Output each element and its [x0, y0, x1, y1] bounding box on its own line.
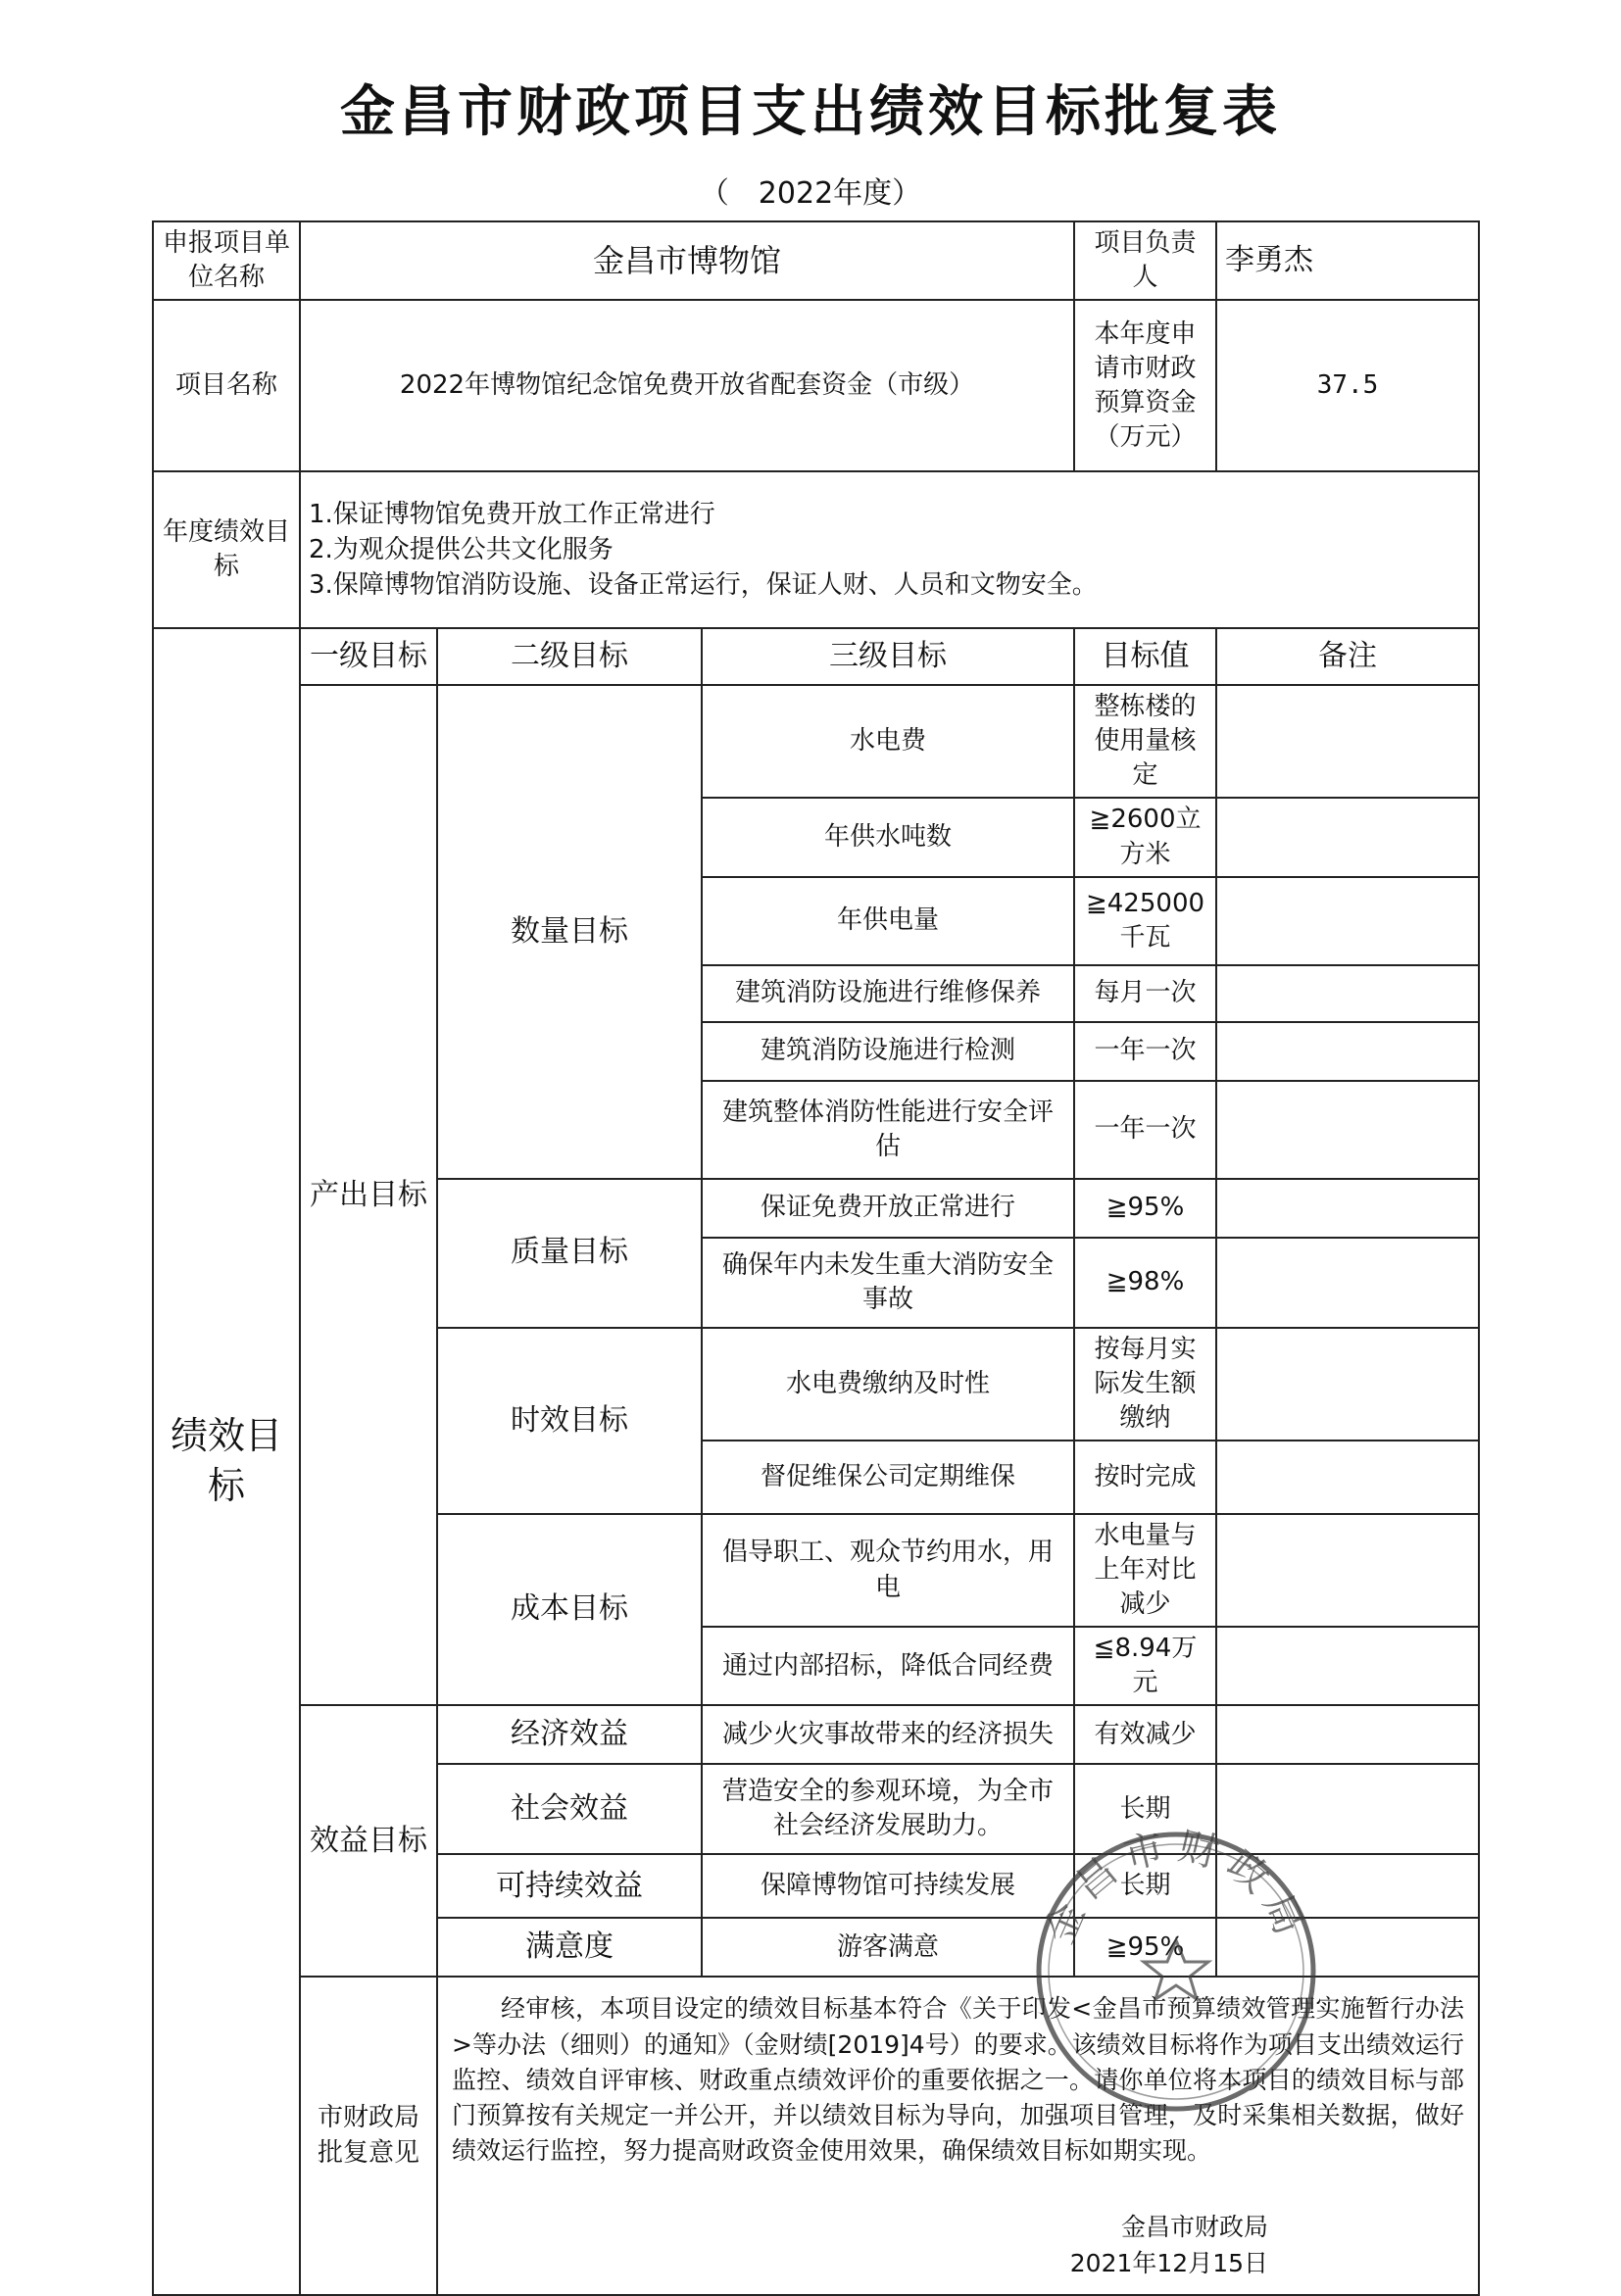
level3-cell: 督促维保公司定期维保 — [702, 1441, 1074, 1514]
remark-cell — [1216, 1705, 1479, 1764]
doc-year: （ 2022年度） — [699, 176, 922, 211]
level3-cell: 游客满意 — [702, 1918, 1074, 1977]
goal-item: 3.保障博物馆消防设施、设备正常运行，保证人财、人员和文物安全。 — [309, 570, 1098, 601]
remark-cell — [1216, 1022, 1479, 1081]
value-cell: ≧95% — [1074, 1918, 1216, 1977]
cost-target-label: 成本目标 — [437, 1514, 702, 1705]
svg-text:金昌市财政局: 金昌市财政局 — [1037, 1825, 1315, 1951]
level3-cell: 年供水吨数 — [702, 798, 1074, 876]
value-cell: ≧95% — [1074, 1179, 1216, 1238]
remark-cell — [1216, 1328, 1479, 1441]
col-remark-header: 备注 — [1216, 628, 1479, 685]
remark-cell — [1216, 1081, 1479, 1179]
quantity-target-label: 数量目标 — [437, 685, 702, 1178]
approval-text: 经审核，本项目设定的绩效目标基本符合《关于印发<金昌市预算绩效管理实施暂行办法>等办法（细则）的通知》（金财绩[2019]4号）的要求。该绩效目标将作为项目支出绩效运行监控、绩效自评审核、财政重点绩效评价的重要依据之一。请你单位将本项目的绩效目标与部门预算按有关规定一并公开，并以绩效目标为导向，加强项目管理，及时采集相关数据，做好绩效运行监控，努力提高财政资金使用效果，确保绩效目标如期实现。 — [452, 1994, 1465, 2166]
table-row — [153, 685, 1479, 798]
remark-cell — [1216, 1627, 1479, 1705]
leader-value: 李勇杰 — [1216, 221, 1479, 300]
level3-cell: 水电费缴纳及时性 — [702, 1328, 1074, 1441]
value-cell: 按每月实际发生额缴纳 — [1074, 1328, 1216, 1441]
level2-cell: 可持续效益 — [437, 1854, 702, 1918]
level3-cell: 倡导职工、观众节约用水，用电 — [702, 1514, 1074, 1627]
col-level3-header: 三级目标 — [702, 628, 1074, 685]
col-level1-header: 一级目标 — [300, 628, 437, 685]
col-value-header: 目标值 — [1074, 628, 1216, 685]
budget-label: 本年度申请市财政预算资金（万元） — [1074, 300, 1216, 471]
unit-value: 金昌市博物馆 — [300, 221, 1074, 300]
goal-item: 2.为观众提供公共文化服务 — [309, 534, 614, 564]
annual-goals-list — [300, 471, 1479, 628]
goal-item: 1.保证博物馆免费开放工作正常进行 — [309, 499, 715, 529]
level2-cell: 满意度 — [437, 1918, 702, 1977]
value-cell: 按时完成 — [1074, 1441, 1216, 1514]
approval-label: 市财政局批复意见 — [300, 1977, 437, 2294]
quality-target-label: 质量目标 — [437, 1179, 702, 1328]
value-cell: 整栋楼的使用量核定 — [1074, 685, 1216, 798]
level3-cell: 建筑消防设施进行检测 — [702, 1022, 1074, 1081]
approval-date: 2021年12月15日 — [1069, 2249, 1269, 2278]
level3-cell: 年供电量 — [702, 877, 1074, 965]
value-cell: ≦8.94万元 — [1074, 1627, 1216, 1705]
level2-cell: 社会效益 — [437, 1764, 702, 1854]
value-cell: 长期 — [1074, 1854, 1216, 1918]
remark-cell — [1216, 1238, 1479, 1328]
remark-cell — [1216, 685, 1479, 798]
value-cell: 一年一次 — [1074, 1022, 1216, 1081]
remark-cell — [1216, 1441, 1479, 1514]
level3-cell: 减少火灾事故带来的经济损失 — [702, 1705, 1074, 1764]
level3-cell: 营造安全的参观环境，为全市社会经济发展助力。 — [702, 1764, 1074, 1854]
level2-cell: 经济效益 — [437, 1705, 702, 1764]
level3-cell: 建筑消防设施进行维修保养 — [702, 965, 1074, 1022]
perf-section-label: 绩效目标 — [153, 628, 300, 2294]
value-cell: 有效减少 — [1074, 1705, 1216, 1764]
table-row — [153, 1705, 1479, 1764]
value-cell: ≧98% — [1074, 1238, 1216, 1328]
level3-cell: 保障博物馆可持续发展 — [702, 1854, 1074, 1918]
col-level2-header: 二级目标 — [437, 628, 702, 685]
value-cell: 每月一次 — [1074, 965, 1216, 1022]
remark-cell — [1216, 798, 1479, 876]
budget-value: 37.5 — [1216, 300, 1479, 471]
remark-cell — [1216, 1179, 1479, 1238]
leader-label: 项目负责人 — [1074, 221, 1216, 300]
value-cell: ≧425000千瓦 — [1074, 877, 1216, 965]
value-cell: 水电量与上年对比减少 — [1074, 1514, 1216, 1627]
level3-cell: 水电费 — [702, 685, 1074, 798]
doc-title: 金昌市财政项目支出绩效目标批复表 — [340, 80, 1281, 144]
benefit-target-label: 效益目标 — [300, 1705, 437, 1977]
time-target-label: 时效目标 — [437, 1328, 702, 1514]
level3-cell: 保证免费开放正常进行 — [702, 1179, 1074, 1238]
project-label: 项目名称 — [153, 300, 300, 471]
annual-goals-label: 年度绩效目标 — [153, 471, 300, 628]
level3-cell: 确保年内未发生重大消防安全事故 — [702, 1238, 1074, 1328]
remark-cell — [1216, 1514, 1479, 1627]
value-cell: ≧2600立方米 — [1074, 798, 1216, 876]
project-value: 2022年博物馆纪念馆免费开放省配套资金（市级） — [300, 300, 1074, 471]
approval-signer: 金昌市财政局 — [1121, 2212, 1269, 2241]
value-cell: 一年一次 — [1074, 1081, 1216, 1179]
level3-cell: 通过内部招标，降低合同经费 — [702, 1627, 1074, 1705]
remark-cell — [1216, 965, 1479, 1022]
official-seal-stamp — [1029, 1825, 1323, 2119]
output-target-label: 产出目标 — [300, 685, 437, 1705]
level3-cell: 建筑整体消防性能进行安全评估 — [702, 1081, 1074, 1179]
value-cell: 长期 — [1074, 1764, 1216, 1854]
remark-cell — [1216, 877, 1479, 965]
unit-label: 申报项目单位名称 — [153, 221, 300, 300]
